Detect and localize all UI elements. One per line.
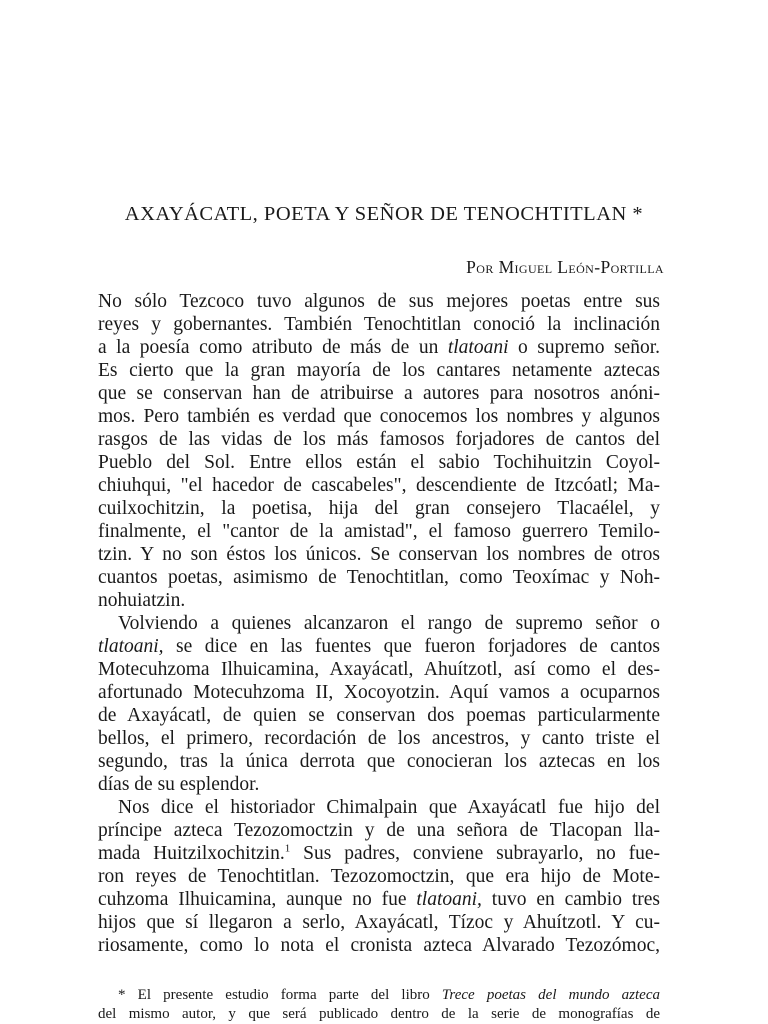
body-line: cuilxochitzin, la poetisa, hija del gran consejero Tlacaélel, y [98, 498, 660, 519]
body-line: mos. Pero también es verdad que conocemos los nombres y algunos [98, 406, 660, 427]
body-line: días de su esplendor. [98, 774, 260, 795]
body-line: riosamente, como lo nota el cronista azteca Alvarado Tezozómoc, [98, 935, 660, 956]
body-line: Es cierto que la gran mayoría de los cantares netamente aztecas [98, 360, 660, 381]
body-line: afortunado Motecuhzoma II, Xocoyotzin. Aquí vamos a ocuparnos [98, 682, 660, 703]
body-line: Motecuhzoma Ilhuicamina, Axayácatl, Ahuítzotl, así como el des- [98, 659, 660, 680]
byline-prefix: Por [466, 257, 494, 277]
body-line: a la poesía como atributo de más de un tlatoani o supremo señor. [98, 337, 660, 358]
body-line: hijos que sí llegaron a serlo, Axayácatl, Tízoc y Ahuítzotl. Y cu- [98, 912, 660, 933]
body-line: chiuhqui, "el hacedor de cascabeles", descendiente de Itzcóatl; Ma- [98, 475, 660, 496]
footnote [98, 986, 660, 1024]
body-line: ron reyes de Tenochtitlan. Tezozomoctzin, que era hijo de Mote- [98, 866, 660, 887]
body-line: cuhzoma Ilhuicamina, aunque no fue tlatoani, tuvo en cambio tres [98, 889, 660, 910]
body-line: Pueblo del Sol. Entre ellos están el sabio Tochihuitzin Coyol- [98, 452, 660, 473]
body-line: tzin. Y no son éstos los únicos. Se conservan los nombres de otros [98, 544, 660, 565]
body-line: reyes y gobernantes. También Tenochtitlan conoció la inclinación [98, 314, 660, 335]
body-line: segundo, tras la única derrota que conocieran los aztecas en los [98, 751, 660, 772]
body-line: tlatoani, se dice en las fuentes que fueron forjadores de cantos [98, 636, 660, 657]
body-line: que se conservan han de atribuirse a autores para nosotros anóni- [98, 383, 660, 404]
body-line: finalmente, el "cantor de la amistad", el famoso guerrero Temilo- [98, 521, 660, 542]
body-line: de Axayácatl, de quien se conservan dos poemas particularmente [98, 705, 660, 726]
article-title: AXAYÁCATL, POETA Y SEÑOR DE TENOCHTITLAN * [124, 203, 644, 225]
body-line: nohuiatzin. [98, 590, 186, 611]
footnote-line: del mismo autor, y que será publicado dentro de la serie de monografías de [98, 1006, 660, 1022]
author-name: Miguel León-Portilla [498, 257, 664, 277]
footnote-line: * El presente estudio forma parte del libro Trece poetas del mundo azteca [118, 987, 660, 1003]
byline [466, 257, 664, 278]
body-line: cuantos poetas, asimismo de Tenochtitlan, como Teoxímac y Noh- [98, 567, 660, 588]
body-text [98, 290, 660, 957]
body-line: Nos dice el historiador Chimalpain que Axayácatl fue hijo del [118, 797, 660, 818]
body-line: Volviendo a quienes alcanzaron el rango de supremo señor o [118, 613, 660, 634]
body-line: mada Huitzilxochitzin.$^1$ Sus padres, conviene subrayarlo, no fue- [98, 842, 661, 864]
body-line: rasgos de las vidas de los más famosos forjadores de cantos del [98, 429, 660, 450]
body-line: bellos, el primero, recordación de los ancestros, y canto triste el [98, 728, 660, 749]
body-line: príncipe azteca Tezozomoctzin y de una señora de Tlacopan lla- [98, 820, 660, 841]
body-line: No sólo Tezcoco tuvo algunos de sus mejores poetas entre sus [98, 291, 660, 312]
